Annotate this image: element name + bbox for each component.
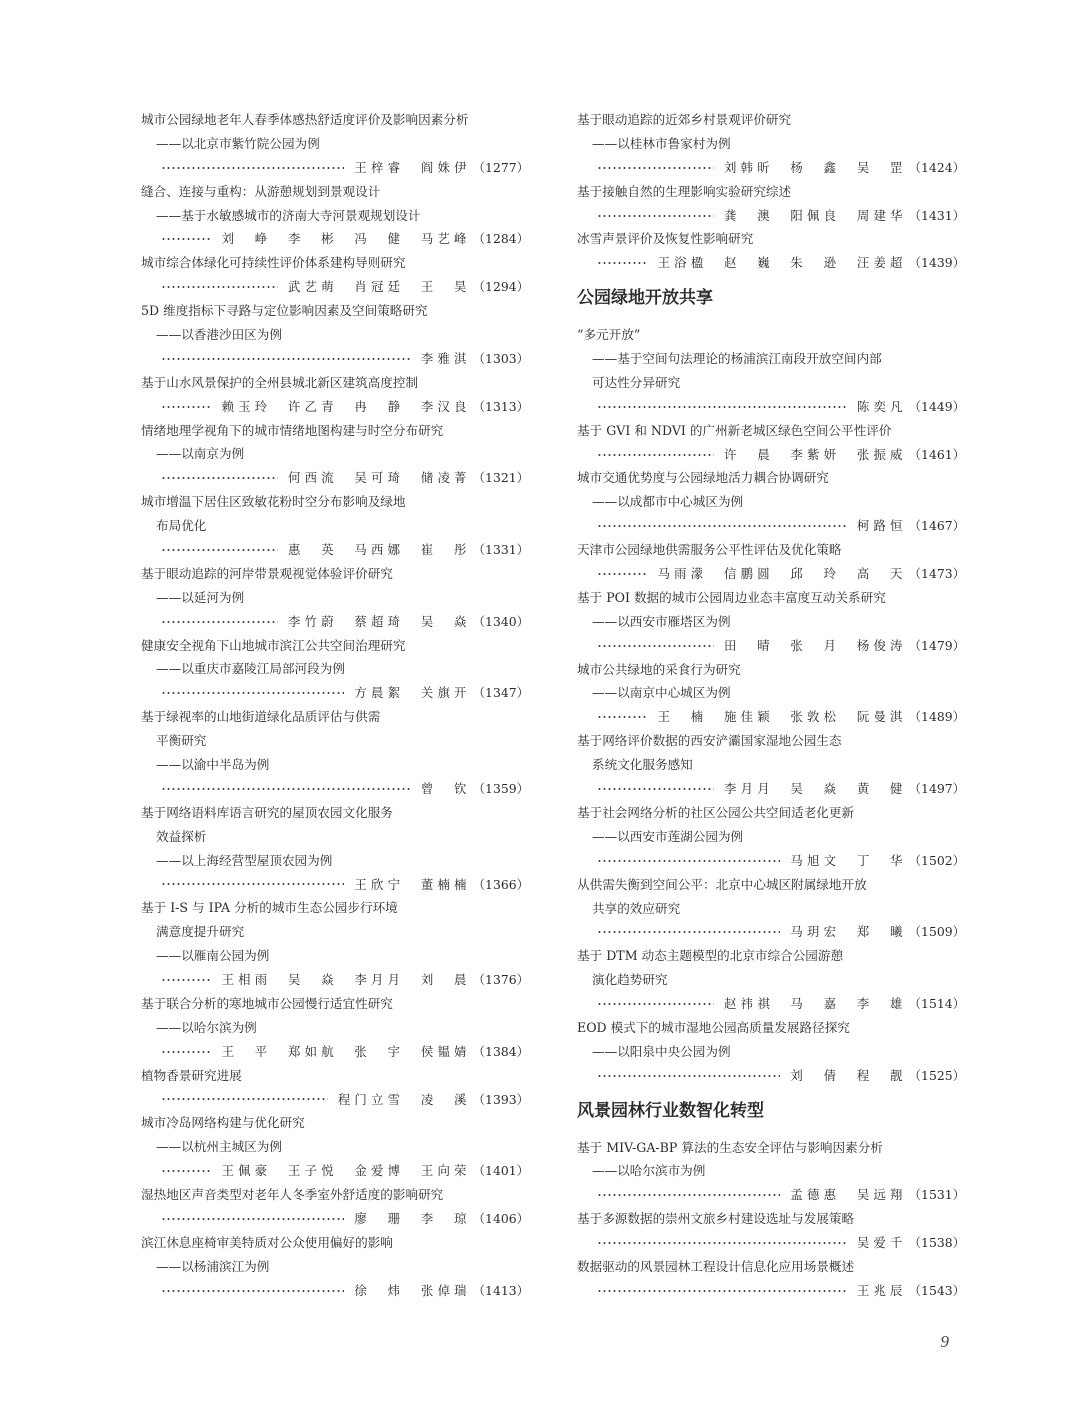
entry-page: （1502） <box>908 852 965 868</box>
toc-entry[interactable] <box>577 466 965 538</box>
entry-authors: 曾 钦 <box>420 780 471 796</box>
entry-subtitle: ——以上海经营型屋顶农园为例 <box>156 852 333 868</box>
entry-title: 基于眼动追踪的近郊乡村景观评价研究 <box>577 112 792 127</box>
entry-title: 演化趋势研究 <box>592 972 668 988</box>
entry-author-line <box>141 1159 529 1183</box>
entry-title: 基于山水风景保护的全州县城北新区建筑高度控制 <box>141 374 419 390</box>
entry-title: 城市增温下居住区致敏花粉时空分布影响及绿地 <box>141 494 406 510</box>
entry-subtitle: 可达性分异研究 <box>592 374 681 390</box>
toc-entry[interactable] <box>141 419 529 491</box>
entry-subtitle: ——以桂林市鲁家村为例 <box>592 135 731 151</box>
toc-entry[interactable] <box>141 1111 529 1183</box>
entry-page: （1413） <box>472 1282 529 1298</box>
dot-leader <box>161 1051 212 1053</box>
right-column <box>577 108 965 1303</box>
toc-entry[interactable] <box>577 1207 965 1255</box>
entry-page: （1509） <box>908 924 965 940</box>
entry-page: （1393） <box>472 1091 529 1107</box>
entry-authors: 王 楠 施佳颖 张敦松 阮曼淇 <box>657 709 907 725</box>
entry-page: （1313） <box>472 398 529 414</box>
entry-page: （1461） <box>908 446 965 462</box>
right-column-entries <box>577 108 965 275</box>
toc-entry[interactable] <box>577 586 965 658</box>
entry-page: （1277） <box>472 159 529 175</box>
entry-title: 系统文化服务感知 <box>592 757 693 773</box>
toc-entry[interactable] <box>141 705 529 801</box>
entry-title: “多元开放” <box>577 327 641 343</box>
entry-subtitle: ——以成都市中心城区为例 <box>592 494 744 510</box>
entry-title: 基于社会网络分析的社区公园公共空间适老化更新 <box>577 804 855 820</box>
entry-author-line <box>577 849 965 873</box>
digital-entries <box>577 1136 965 1303</box>
entry-page: （1431） <box>908 207 965 223</box>
entry-title: 从供需失衡到空间公平：北京中心城区附属绿地开放 <box>577 876 867 892</box>
entry-page: （1303） <box>472 350 529 366</box>
dot-leader <box>597 645 714 647</box>
dot-leader <box>161 238 212 240</box>
entry-subtitle: ——基于空间句法理论的杨浦滨江南段开放空间内部 <box>592 351 882 367</box>
entry-subtitle: ——以雁南公园为例 <box>156 948 270 964</box>
entry-title: 共享的效应研究 <box>592 900 681 916</box>
dot-leader <box>597 454 714 456</box>
entry-title: 5D 维度指标下寻路与定位影响因素及空间策略研究 <box>141 303 428 319</box>
section-heading-open-sharing: 公园绿地开放共享 <box>577 288 713 309</box>
entry-title: 基于 GVI 和 NDVI 的广州新老城区绿色空间公平性评价 <box>577 422 892 438</box>
entry-authors: 徐 炜 张倬瑞 <box>354 1282 471 1298</box>
dot-leader <box>161 549 278 551</box>
entry-author-line <box>577 705 965 729</box>
entry-title: 情绪地理学视角下的城市情绪地图构建与时空分布研究 <box>141 422 444 438</box>
entry-author-line <box>141 227 529 251</box>
dot-leader <box>597 1290 847 1292</box>
entry-page: （1449） <box>908 398 965 414</box>
dot-leader <box>597 788 714 790</box>
dot-leader <box>597 1242 847 1244</box>
entry-authors: 李雅淇 <box>420 350 471 366</box>
entry-title: 基于眼动追踪的河岸带景观视觉体验评价研究 <box>141 565 393 581</box>
dot-leader <box>161 788 411 790</box>
entry-authors: 程门立雪 凌 溪 <box>337 1091 471 1107</box>
dot-leader <box>597 525 847 527</box>
entry-page: （1294） <box>472 279 529 295</box>
entry-title: 城市公共绿地的采食行为研究 <box>577 661 741 677</box>
entry-authors: 李月月 吴 焱 黄 健 <box>723 781 907 797</box>
entry-author-line <box>577 251 965 275</box>
entry-authors: 武艺萌 肖冠廷 王 昊 <box>287 279 471 295</box>
entry-authors: 许 晨 李紫妍 张振威 <box>723 446 907 462</box>
entry-authors: 王欣宁 董楠楠 <box>354 876 471 892</box>
entry-subtitle: ——以哈尔滨为例 <box>156 1019 257 1035</box>
entry-author-line <box>141 1207 529 1231</box>
entry-authors: 王浴楹 赵 巍 朱 逊 汪姜超 <box>657 255 907 271</box>
dot-leader <box>597 1003 714 1005</box>
entry-authors: 龚 澳 阳佩良 周建华 <box>723 207 907 223</box>
entry-page: （1321） <box>472 470 529 486</box>
entry-author-line <box>141 466 529 490</box>
entry-page: （1359） <box>472 780 529 796</box>
entry-author-line <box>577 514 965 538</box>
entry-subtitle: ——以重庆市嘉陵江局部河段为例 <box>156 661 345 677</box>
toc-entry[interactable] <box>577 108 965 180</box>
toc-entry[interactable] <box>577 1016 965 1088</box>
entry-author-line <box>577 634 965 658</box>
entry-title: 基于多源数据的崇州文旅乡村建设选址与发展策略 <box>577 1211 855 1227</box>
entry-authors: 惠 英 马西娜 崔 彤 <box>287 542 471 558</box>
entry-subtitle: ——以西安市莲湖公园为例 <box>592 828 744 844</box>
entry-author-line <box>141 968 529 992</box>
entry-page: （1467） <box>908 518 965 534</box>
entry-author-line <box>577 395 965 419</box>
entry-title: 滨江休息座椅审美特质对公众使用偏好的影响 <box>141 1234 393 1250</box>
dot-leader <box>597 215 714 217</box>
entry-title: 健康安全视角下山地城市滨江公共空间治理研究 <box>141 637 406 653</box>
dot-leader <box>597 1075 780 1077</box>
entry-authors: 刘 倩 程 靓 <box>790 1067 907 1083</box>
entry-authors: 王兆辰 <box>856 1282 907 1298</box>
entry-title: 湿热地区声音类型对老年人冬季室外舒适度的影响研究 <box>141 1187 444 1203</box>
entry-authors: 刘 峥 李 彬 冯 健 马艺峰 <box>221 231 471 247</box>
toc-entry[interactable] <box>141 108 529 180</box>
entry-title: 基于 POI 数据的城市公园周边业态丰富度互动关系研究 <box>577 589 886 605</box>
entry-title: 效益探析 <box>156 828 207 844</box>
entry-subtitle: ——以延河为例 <box>156 589 245 605</box>
toc-entry[interactable] <box>577 1255 965 1303</box>
entry-title: 植物香景研究进展 <box>141 1067 242 1083</box>
entry-title: 满意度提升研究 <box>156 924 245 940</box>
dot-leader <box>597 406 847 408</box>
entry-page: （1525） <box>908 1067 965 1083</box>
toc-entry[interactable] <box>141 562 529 634</box>
toc-entry[interactable] <box>577 658 965 730</box>
entry-authors: 马雨濛 信鹏圆 邱 玲 高 天 <box>657 566 907 582</box>
entry-title: 基于 I-S 与 IPA 分析的城市生态公园步行环境 <box>141 900 398 916</box>
entry-author-line <box>577 920 965 944</box>
entry-author-line <box>577 1183 965 1207</box>
toc-entry[interactable] <box>141 1183 529 1231</box>
toc-entry[interactable] <box>577 419 965 467</box>
entry-subtitle: ——以杨浦滨江为例 <box>156 1258 270 1274</box>
entry-title: 基于联合分析的寒地城市公园慢行适宜性研究 <box>141 995 393 1011</box>
dot-leader <box>161 358 411 360</box>
entry-authors: 马玥宏 郑 曦 <box>790 924 907 940</box>
entry-page: （1376） <box>472 972 529 988</box>
toc-entry[interactable] <box>577 323 965 419</box>
entry-title: 基于 DTM 动态主题模型的北京市综合公园游憩 <box>577 948 844 964</box>
entry-authors: 王佩豪 王子悦 金爱博 王向荣 <box>221 1163 471 1179</box>
dot-leader <box>597 573 648 575</box>
entry-subtitle: ——以南京中心城区为例 <box>592 685 731 701</box>
toc-entry[interactable] <box>577 801 965 873</box>
dot-leader <box>597 931 780 933</box>
entry-title: 基于 MIV-GA-BP 算法的生态安全评估与影响因素分析 <box>577 1139 883 1155</box>
entry-title: 基于网络评价数据的西安浐灞国家湿地公园生态 <box>577 733 842 749</box>
entry-title: 冰雪声景评价及恢复性影响研究 <box>577 231 754 247</box>
dot-leader <box>597 716 648 718</box>
toc-entry[interactable] <box>141 490 529 562</box>
entry-author-line <box>577 443 965 467</box>
entry-page: （1531） <box>908 1187 965 1203</box>
entry-subtitle: ——以哈尔滨市为例 <box>592 1163 706 1179</box>
dot-leader <box>161 406 212 408</box>
entry-authors: 王 平 郑如航 张 宇 侯韫婧 <box>221 1043 471 1059</box>
entry-author-line <box>577 156 965 180</box>
entry-title: 数据驱动的风景园林工程设计信息化应用场景概述 <box>577 1258 855 1274</box>
entry-author-line <box>141 275 529 299</box>
entry-subtitle: ——基于水敏感城市的济南大寺河景观规划设计 <box>156 207 421 223</box>
entry-author-line <box>141 347 529 371</box>
entry-page: （1406） <box>472 1210 529 1226</box>
dot-leader <box>161 1098 328 1100</box>
entry-page: （1473） <box>908 566 965 582</box>
entry-title: 天津市公园绿地供需服务公平性评估及优化策略 <box>577 542 842 558</box>
entry-title: 城市综合体绿化可持续性评价体系建构导则研究 <box>141 255 406 271</box>
entry-subtitle: ——以西安市雁塔区为例 <box>592 613 731 629</box>
entry-author-line <box>577 204 965 228</box>
toc-entry[interactable] <box>141 992 529 1064</box>
entry-authors: 刘韩昕 杨 鑫 吴 罡 <box>723 159 907 175</box>
entry-authors: 马旭文 丁 华 <box>790 852 907 868</box>
dot-leader <box>161 1218 344 1220</box>
toc-entry[interactable] <box>577 227 965 275</box>
entry-author-line <box>141 777 529 801</box>
entry-authors: 孟德惠 吴远翔 <box>790 1187 907 1203</box>
entry-author-line <box>141 1040 529 1064</box>
entry-author-line <box>141 681 529 705</box>
dot-leader <box>597 860 780 862</box>
entry-page: （1514） <box>908 996 965 1012</box>
entry-author-line <box>141 1279 529 1303</box>
entry-title: 城市冷岛网络构建与优化研究 <box>141 1115 305 1131</box>
entry-authors: 吴爱千 <box>856 1235 907 1251</box>
toc-entry[interactable] <box>141 299 529 371</box>
toc-entry[interactable] <box>141 1231 529 1303</box>
dot-leader <box>161 167 344 169</box>
dot-leader <box>161 286 278 288</box>
entry-author-line <box>577 777 965 801</box>
entry-authors: 何西流 吴可琦 储凌菁 <box>287 470 471 486</box>
entry-authors: 田 晴 张 月 杨俊涛 <box>723 637 907 653</box>
entry-title: 基于绿视率的山地街道绿化品质评估与供需 <box>141 709 381 725</box>
entry-title: 平衡研究 <box>156 733 207 749</box>
entry-author-line <box>577 562 965 586</box>
toc-entry[interactable] <box>141 801 529 897</box>
entry-page: （1489） <box>908 709 965 725</box>
toc-entry[interactable] <box>141 371 529 419</box>
entry-page: （1479） <box>908 637 965 653</box>
entry-authors: 赖玉玲 许乙青 冉 静 李汉良 <box>221 398 471 414</box>
entry-page: （1347） <box>472 685 529 701</box>
toc-entry[interactable] <box>577 873 965 945</box>
toc-entry[interactable] <box>141 180 529 252</box>
toc-entry[interactable] <box>577 1136 965 1208</box>
entry-title: 基于网络语料库语言研究的屋顶农园文化服务 <box>141 804 393 820</box>
entry-title: EOD 模式下的城市湿地公园高质量发展路径探究 <box>577 1019 850 1035</box>
toc-entry[interactable] <box>141 1064 529 1112</box>
entry-author-line <box>141 156 529 180</box>
entry-authors: 赵祎祺 马 嘉 李 雄 <box>723 996 907 1012</box>
entry-author-line <box>141 538 529 562</box>
dot-leader <box>161 621 278 623</box>
entry-authors: 李竹蔚 蔡超琦 吴 焱 <box>287 613 471 629</box>
dot-leader <box>161 1170 212 1172</box>
entry-title: 布局优化 <box>156 518 207 534</box>
entry-subtitle: ——以杭州主城区为例 <box>156 1139 282 1155</box>
entry-author-line <box>577 1064 965 1088</box>
entry-page: （1538） <box>908 1235 965 1251</box>
dot-leader <box>161 883 344 885</box>
entry-author-line <box>577 1231 965 1255</box>
entry-author-line <box>141 395 529 419</box>
dot-leader <box>597 262 648 264</box>
toc-entry[interactable] <box>141 896 529 992</box>
entry-subtitle: ——以南京为例 <box>156 446 245 462</box>
open-sharing-entries <box>577 323 965 1088</box>
toc-entry[interactable] <box>577 538 965 586</box>
dot-leader <box>597 1194 780 1196</box>
entry-authors: 柯路恒 <box>856 518 907 534</box>
dot-leader <box>161 692 344 694</box>
entry-title: 基于接触自然的生理影响实验研究综述 <box>577 183 792 199</box>
toc-entry[interactable] <box>577 729 965 801</box>
entry-subtitle: ——以北京市紫竹院公园为例 <box>156 135 320 151</box>
entry-title: 城市交通优势度与公园绿地活力耦合协调研究 <box>577 470 829 486</box>
dot-leader <box>597 167 714 169</box>
entry-subtitle: ——以渝中半岛为例 <box>156 757 270 773</box>
entry-title: 缝合、连接与重构：从游憩规划到景观设计 <box>141 183 381 199</box>
entry-author-line <box>141 610 529 634</box>
entry-page: （1384） <box>472 1043 529 1059</box>
toc-entry[interactable] <box>141 251 529 299</box>
entry-authors: 廖 珊 李 琼 <box>354 1210 471 1226</box>
entry-authors: 王相雨 吴 焱 李月月 刘 晨 <box>221 972 471 988</box>
entry-page: （1439） <box>908 255 965 271</box>
entry-authors: 方晨絮 关旗开 <box>354 685 471 701</box>
dot-leader <box>161 979 212 981</box>
entry-title: 城市公园绿地老年人春季体感热舒适度评价及影响因素分析 <box>141 112 469 127</box>
entry-author-line <box>141 1088 529 1112</box>
entry-page: （1366） <box>472 876 529 892</box>
entry-author-line <box>577 992 965 1016</box>
entry-authors: 陈奕凡 <box>856 398 907 414</box>
entry-subtitle: ——以阳泉中央公园为例 <box>592 1043 731 1059</box>
entry-page: （1340） <box>472 613 529 629</box>
entry-author-line <box>141 873 529 897</box>
left-column <box>141 108 529 1303</box>
entry-page: （1543） <box>908 1282 965 1298</box>
section-heading-digital: 风景园林行业数智化转型 <box>577 1100 764 1121</box>
toc-entry[interactable] <box>577 180 965 228</box>
toc-entry[interactable] <box>141 634 529 706</box>
entry-subtitle: ——以香港沙田区为例 <box>156 327 282 343</box>
page-number: 9 <box>940 1332 949 1351</box>
dot-leader <box>161 477 278 479</box>
entry-page: （1497） <box>908 781 965 797</box>
entry-page: （1401） <box>472 1163 529 1179</box>
entry-page: （1424） <box>908 159 965 175</box>
entry-authors: 王梓睿 阎姝伊 <box>354 159 471 175</box>
entry-page: （1331） <box>472 542 529 558</box>
toc-entry[interactable] <box>577 944 965 1016</box>
dot-leader <box>161 1290 344 1292</box>
entry-author-line <box>577 1279 965 1303</box>
entry-page: （1284） <box>472 231 529 247</box>
